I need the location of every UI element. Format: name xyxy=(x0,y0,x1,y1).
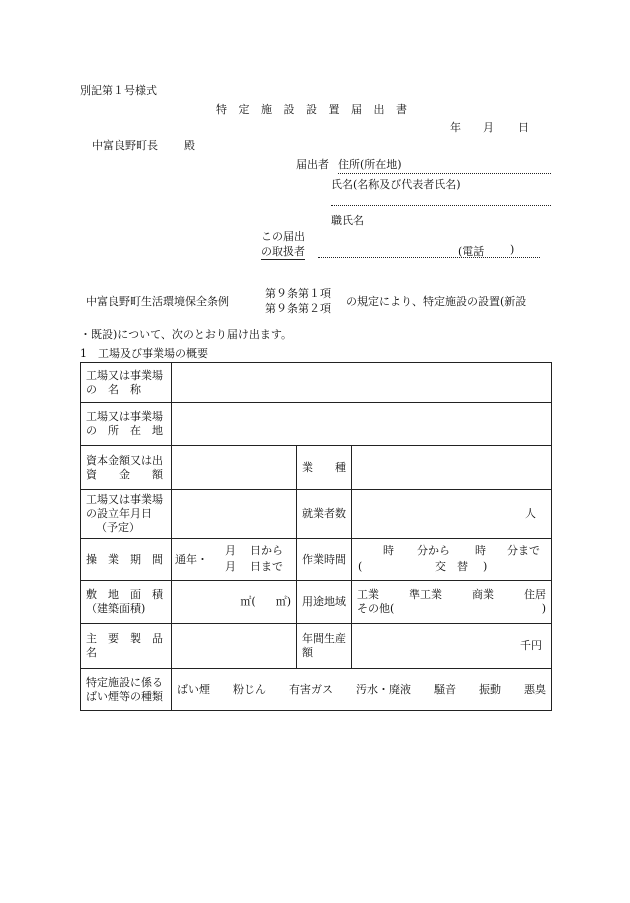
row-emission-label: 特定施設に係る ばい煙等の種類 xyxy=(81,669,172,711)
production-value-cell[interactable] xyxy=(352,624,552,669)
production-value-label: 年間生産 額 xyxy=(297,624,352,669)
shift-label: 交 替 xyxy=(435,559,468,573)
zone-other-close: ) xyxy=(541,602,547,615)
table-row xyxy=(81,669,552,711)
row-name-label: 工場又は事業場 の 名 称 xyxy=(81,363,172,403)
day-from: 日から xyxy=(250,543,283,557)
row-operation-label: 操 業 期 間 xyxy=(81,539,172,581)
handler-label-1: この届出 xyxy=(261,230,305,243)
capital-cell[interactable] xyxy=(172,446,297,490)
page-title: 特 定 施 設 設 置 届 出 書 xyxy=(216,103,411,116)
phone-close: ) xyxy=(510,243,515,256)
hour-from: 時 xyxy=(383,543,394,557)
zone-commercial[interactable]: 商業 xyxy=(472,588,494,601)
day-to: 日まで xyxy=(250,559,283,573)
area-unit-2: ㎡) xyxy=(275,595,291,608)
employees-label: 就業者数 xyxy=(297,490,352,539)
shift-open: ( xyxy=(358,559,363,573)
title-label: 職氏名 xyxy=(331,214,364,227)
product-cell[interactable] xyxy=(172,624,297,669)
type-odor[interactable]: 悪臭 xyxy=(524,682,546,696)
row-location-label: 工場又は事業場 の 所 在 地 xyxy=(81,403,172,446)
work-hours-label: 作業時間 xyxy=(297,539,352,581)
row-product-label: 主 要 製 品 名 xyxy=(81,624,172,669)
type-noise[interactable]: 騒音 xyxy=(434,682,456,696)
name-label: 氏名(名称及び代表者氏名) xyxy=(331,178,461,191)
month-to: 月 xyxy=(225,559,236,573)
statement-line-1: の規定により、特定施設の設置(新設 xyxy=(346,295,527,308)
clause-1: 第９条第１項 xyxy=(265,287,331,300)
table-row xyxy=(81,581,552,624)
statement-line-2: ・既設)について、次のとおり届け出ます。 xyxy=(80,328,292,341)
row-established-label: 工場又は事業場 の設立年月日 （予定） xyxy=(81,490,172,539)
name-field[interactable] xyxy=(331,193,551,206)
addressee-honorific: 殿 xyxy=(184,139,195,152)
address-label: 住所(所在地) xyxy=(338,158,402,171)
employees-cell[interactable] xyxy=(352,490,552,539)
table-row xyxy=(81,624,552,669)
zone-residential[interactable]: 住居 xyxy=(524,588,546,601)
table-row xyxy=(81,539,552,581)
month-from: 月 xyxy=(225,543,236,557)
date-year: 年 xyxy=(450,121,461,134)
zone-industrial[interactable]: 工業 xyxy=(357,588,379,601)
zone-semi-industrial[interactable]: 準工業 xyxy=(409,588,442,601)
applicant-label: 届出者 xyxy=(296,158,329,171)
emission-types-cell[interactable] xyxy=(172,669,552,711)
industry-label: 業 種 xyxy=(297,446,352,490)
operation-period-cell[interactable] xyxy=(172,539,297,581)
shift-close: ) xyxy=(483,559,488,573)
type-wastewater[interactable]: 汚水・廃液 xyxy=(356,682,411,696)
type-harmful-gas[interactable]: 有害ガス xyxy=(289,682,333,696)
clause-2: 第９条第２項 xyxy=(265,302,331,315)
production-unit: 千円 xyxy=(520,639,543,652)
type-smoke[interactable]: ばい煙 xyxy=(177,682,210,696)
employees-unit: 人 xyxy=(525,507,537,520)
zoning-cell[interactable] xyxy=(352,581,552,624)
established-cell[interactable] xyxy=(172,490,297,539)
date-month: 月 xyxy=(483,121,494,134)
row-area-label: 敷 地 面 積 （建築面積) xyxy=(81,581,172,624)
zoning-label: 用途地域 xyxy=(297,581,352,624)
facility-overview-table xyxy=(80,362,552,711)
row-capital-label: 資本金額又は出 資 金 額 xyxy=(81,446,172,490)
ordinance-name: 中富良野町生活環境保全条例 xyxy=(86,295,229,308)
min-to: 分まで xyxy=(507,543,540,557)
phone-label: (電話 xyxy=(458,245,485,258)
table-row xyxy=(81,363,552,403)
type-vibration[interactable]: 振動 xyxy=(479,682,501,696)
work-hours-cell[interactable] xyxy=(352,539,552,581)
area-cell[interactable] xyxy=(172,581,297,624)
table-row xyxy=(81,490,552,539)
facility-location-cell[interactable] xyxy=(172,403,552,446)
hour-to: 時 xyxy=(475,543,486,557)
type-dust[interactable]: 粉じん xyxy=(233,682,266,696)
address-field[interactable] xyxy=(338,156,551,174)
zone-other[interactable]: その他( xyxy=(357,602,395,615)
form-number: 別記第１号様式 xyxy=(80,84,157,97)
handler-label-2: の取扱者 xyxy=(261,245,305,258)
table-row xyxy=(81,446,552,490)
min-from: 分から xyxy=(417,543,450,557)
handler-field[interactable] xyxy=(318,243,540,258)
date-day: 日 xyxy=(518,121,529,134)
facility-name-cell[interactable] xyxy=(172,363,552,403)
area-unit-1: ㎡( xyxy=(240,595,256,608)
table-row xyxy=(81,403,552,446)
tsunen-label: 通年・ xyxy=(175,552,208,566)
industry-cell[interactable] xyxy=(352,446,552,490)
section-heading: 1 工場及び事業場の概要 xyxy=(80,347,208,360)
addressee-name: 中富良野町長 xyxy=(92,139,158,152)
